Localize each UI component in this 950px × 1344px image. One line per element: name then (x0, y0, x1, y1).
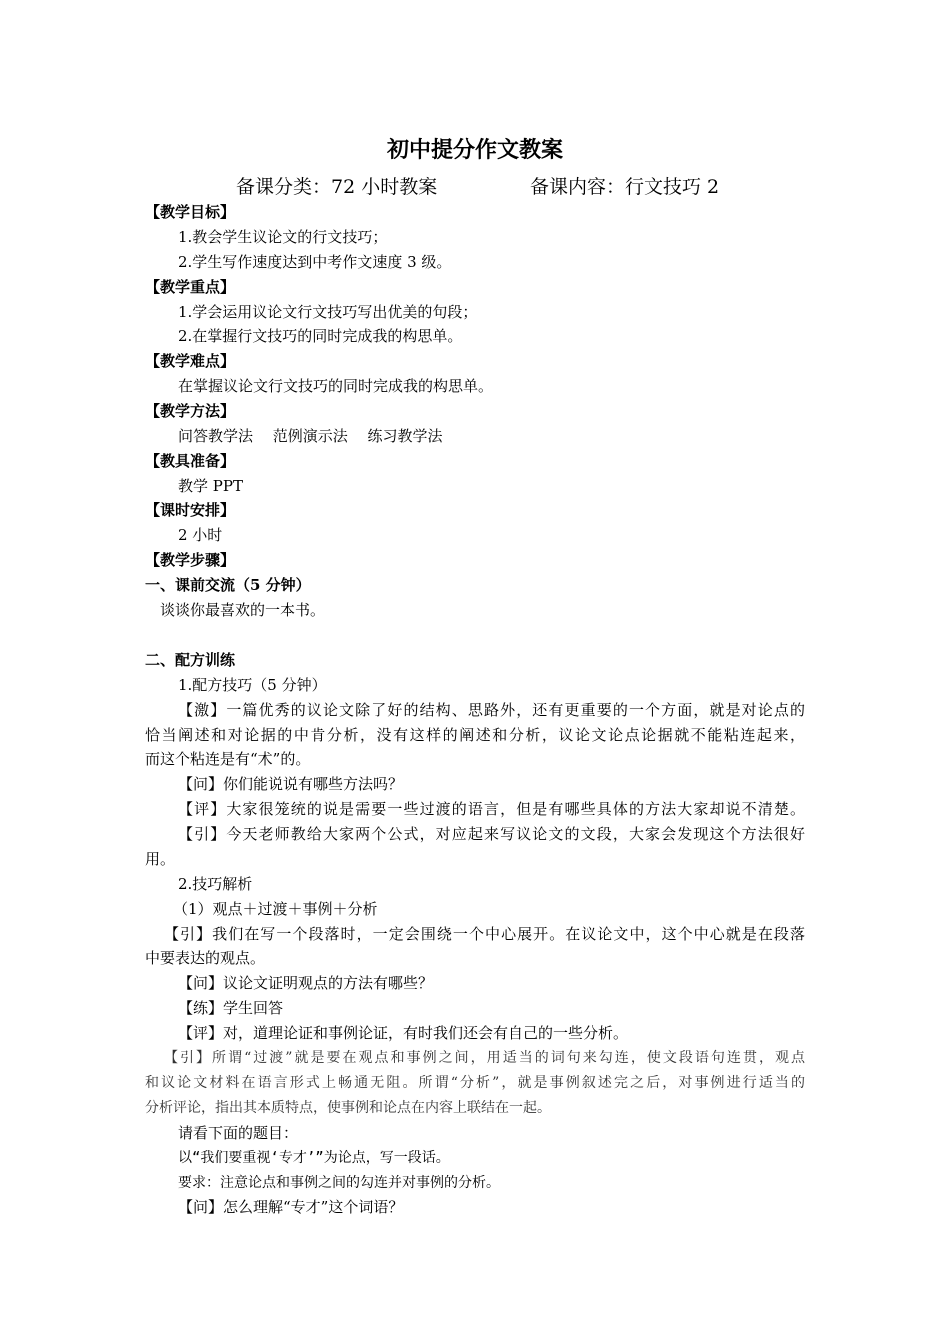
page-title: 初中提分作文教案 (386, 137, 563, 163)
part1-heading: 一、课前交流（5 分钟） (145, 576, 311, 594)
difficulty-heading: 【教学难点】 (145, 352, 236, 370)
paragraph-wen1: 【问】你们能说说有哪些方法吗？ (178, 775, 404, 793)
subtitle-category: 备课分类：72 小时教案 (236, 176, 438, 198)
tools-heading: 【教具准备】 (145, 452, 236, 470)
paragraph-ping2: 【评】对，道理论证和事例论证，有时我们还会有自己的一些分析。 (178, 1024, 629, 1042)
key-points-heading: 【教学重点】 (145, 278, 236, 296)
paragraph-requirement: 要求：注意论点和事例之间的勾连并对事例的分析。 (178, 1175, 500, 1191)
goal-item: 2.学生写作速度达到中考作文速度 3 级。 (178, 253, 452, 271)
paragraph-yin1-line: 用。 (145, 850, 176, 868)
part2-heading: 二、配方训练 (145, 651, 236, 669)
tools-text: 教学 PPT (178, 477, 243, 495)
methods-text: 问答教学法 范例演示法 练习教学法 (178, 427, 443, 445)
paragraph-ji-line: 恰当阐述和对论据的中肯分析，没有这样的阐述和分析，议论文论点论据就不能粘连起来， (145, 726, 805, 744)
time-heading: 【课时安排】 (145, 501, 236, 519)
difficulty-text: 在掌握议论文行文技巧的同时完成我的构思单。 (178, 377, 494, 395)
paragraph-ji-line: 而这个粘连是有“术”的。 (145, 750, 311, 768)
paragraph-yin3-line: 分析评论，指出其本质特点，使事例和论点在内容上联结在一起。 (145, 1100, 551, 1116)
paragraph-yin1-line: 【引】今天老师教给大家两个公式，对应起来写议论文的文段，大家会发现这个方法很好 (178, 825, 805, 843)
paragraph-ping1: 【评】大家很笼统的说是需要一些过渡的语言，但是有哪些具体的方法大家却说不清楚。 (178, 800, 805, 818)
goals-heading: 【教学目标】 (145, 203, 236, 221)
methods-heading: 【教学方法】 (145, 402, 236, 420)
paragraph-yin3-line: 和议论文材料在语言形式上畅通无阻。所谓“分析”，就是事例叙述完之后，对事例进行适当的 (145, 1075, 805, 1091)
part2-sub1: 1.配方技巧（5 分钟） (178, 676, 327, 694)
paragraph-task: 以“我们要重视‘专才’”为论点，写一段话。 (178, 1150, 450, 1166)
key-point-item: 2.在掌握行文技巧的同时完成我的构思单。 (178, 327, 463, 345)
paragraph-yin3-line: 【引】所谓“过渡”就是要在观点和事例之间，用适当的词句来勾连，使文段语句连贯，观点 (164, 1050, 805, 1066)
subtitle-content: 备课内容：行文技巧 2 (530, 176, 720, 198)
paragraph-lian: 【练】学生回答 (178, 999, 284, 1017)
paragraph-wen3: 【问】怎么理解“专才”这个词语？ (178, 1198, 404, 1216)
goal-item: 1.教会学生议论文的行文技巧； (178, 228, 388, 246)
part1-text: 谈谈你最喜欢的一本书。 (160, 601, 326, 619)
paragraph-see: 请看下面的题目： (178, 1124, 299, 1142)
paragraph-yin2-line: 中要表达的观点。 (145, 949, 266, 967)
formula-line: （1）观点＋过渡＋事例＋分析 (173, 900, 378, 918)
key-point-item: 1.学会运用议论文行文技巧写出优美的句段； (178, 303, 478, 321)
part2-sub2: 2.技巧解析 (178, 875, 253, 893)
paragraph-ji-line: 【激】一篇优秀的议论文除了好的结构、思路外，还有更重要的一个方面，就是对论点的 (178, 701, 805, 719)
paragraph-wen2: 【问】议论文证明观点的方法有哪些？ (178, 974, 434, 992)
paragraph-yin2-line: 【引】我们在写一个段落时，一定会围绕一个中心展开。在议论文中，这个中心就是在段落 (164, 925, 805, 943)
time-text: 2 小时 (178, 526, 223, 544)
steps-heading: 【教学步骤】 (145, 551, 236, 569)
